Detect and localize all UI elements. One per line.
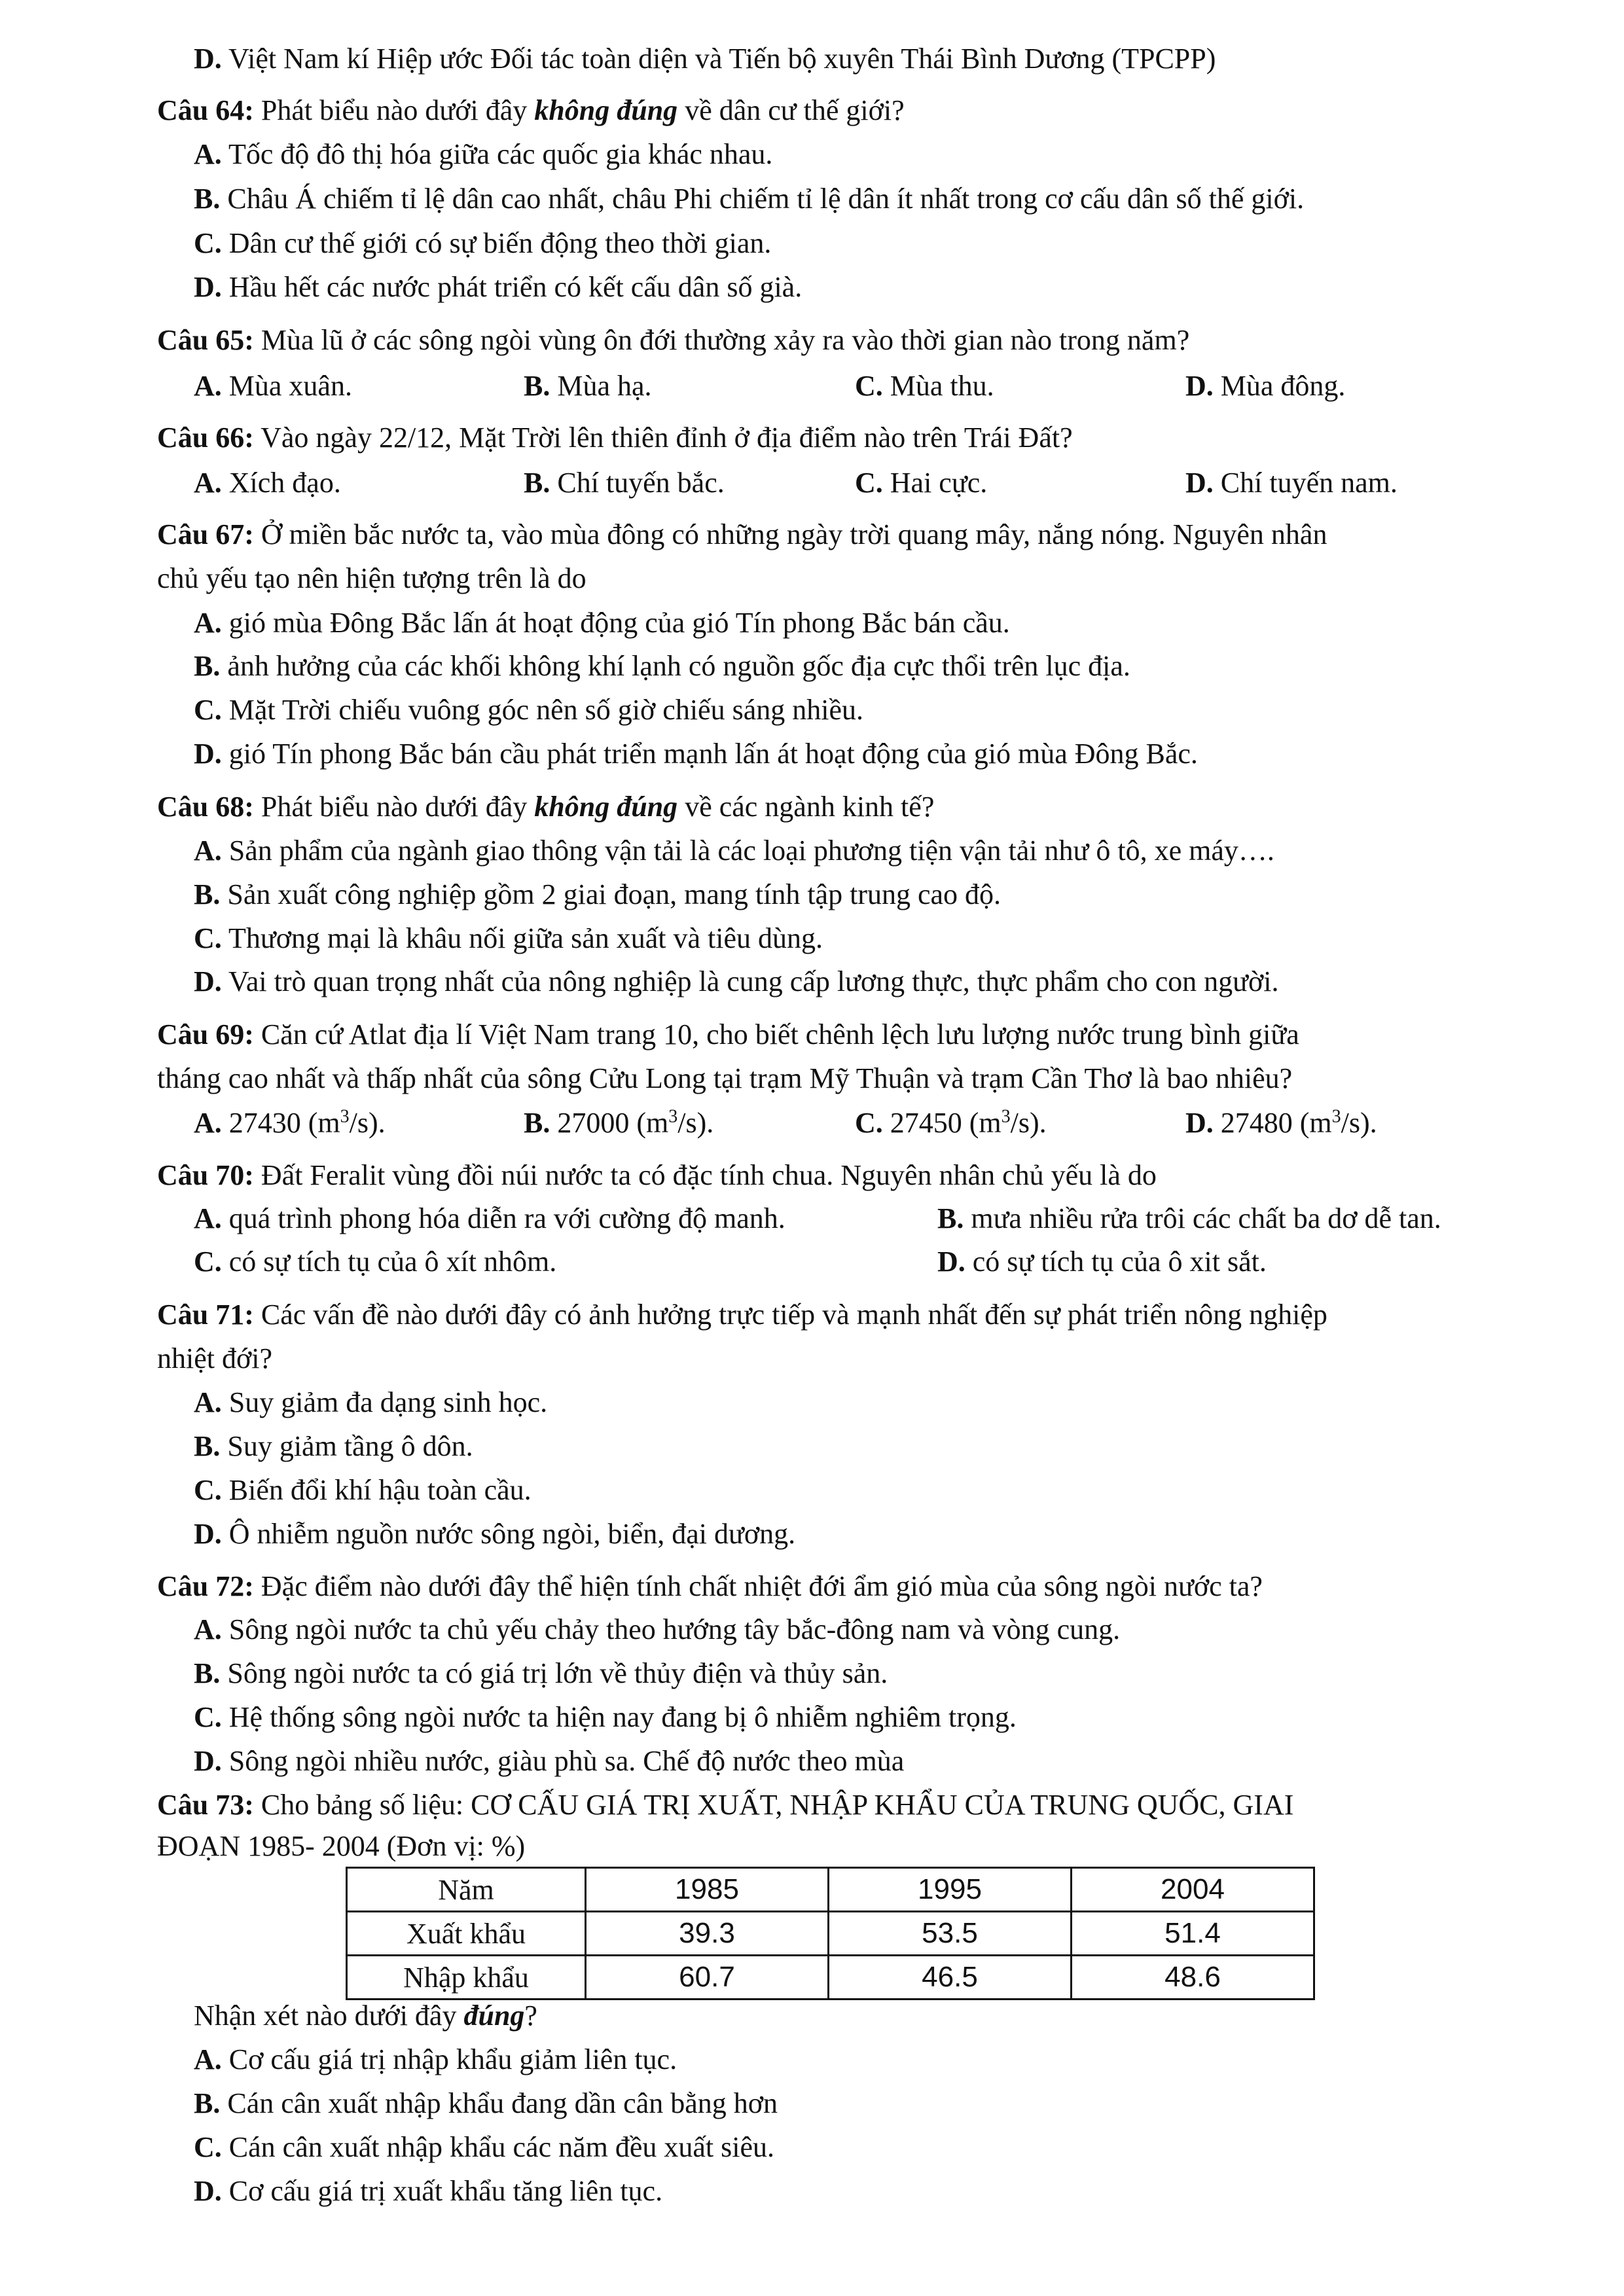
q70-options-row2 (0, 1244, 1624, 1280)
table-header-cell: 1985 (586, 1868, 829, 1912)
q71-option-c: C. Biến đổi khí hậu toàn cầu. (194, 1474, 532, 1506)
q69-stem: Câu 69: Căn cứ Atlat địa lí Việt Nam trang 10, cho biết chênh lệch lưu lượng nước trung bình giữa (157, 1018, 1299, 1050)
q66-option-b: B. Chí tuyến bắc. (524, 467, 725, 499)
table-cell: 51.4 (1072, 1912, 1314, 1956)
q72-stem: Câu 72: Đặc điểm nào dưới đây thể hiện tính chất nhiệt đới ẩm gió mùa của sông ngòi nước ta? (157, 1570, 1263, 1602)
q64-option-b: B. Châu Á chiếm tỉ lệ dân cao nhất, châu Phi chiếm tỉ lệ dân ít nhất trong cơ cấu dân số thế giới. (194, 183, 1305, 215)
q71-option-d: D. Ô nhiễm nguồn nước sông ngòi, biển, đại dương. (194, 1518, 796, 1550)
q70-option-d: D. có sự tích tụ của ô xit sắt. (937, 1246, 1267, 1278)
q71-stem: Câu 71: Các vấn đề nào dưới đây có ảnh hưởng trực tiếp và mạnh nhất đến sự phát triển nông nghiệp (157, 1299, 1327, 1331)
q71-stem-cont: nhiệt đới? (157, 1342, 272, 1374)
table-cell: 53.5 (829, 1912, 1072, 1956)
q67-stem-cont: chủ yếu tạo nên hiện tượng trên là do (157, 562, 586, 594)
table-cell: 48.6 (1072, 1956, 1314, 2000)
q72-option-d: D. Sông ngòi nhiều nước, giàu phù sa. Chế độ nước theo mùa (194, 1745, 905, 1777)
q64-option-a: A. Tốc độ đô thị hóa giữa các quốc gia khác nhau. (194, 138, 773, 170)
q70-option-c: C. có sự tích tụ của ô xít nhôm. (194, 1246, 557, 1278)
q72-option-c: C. Hệ thống sông ngòi nước ta hiện nay đang bị ô nhiễm nghiêm trọng. (194, 1701, 1017, 1733)
q64-option-d: D. Hầu hết các nước phát triển có kết cấu dân số già. (194, 271, 803, 303)
q68-option-c: C. Thương mại là khâu nối giữa sản xuất và tiêu dùng. (194, 922, 823, 954)
table-cell: Nhập khẩu (347, 1956, 586, 2000)
q73-prompt: Nhận xét nào dưới đây đúng? (194, 2000, 537, 2032)
table-header-cell: Năm (347, 1868, 586, 1912)
table-cell: 60.7 (586, 1956, 829, 2000)
q69-option-d: D. 27480 $(m^3/s)$. (1185, 1106, 1377, 1139)
q67-stem: Câu 67: Ở miền bắc nước ta, vào mùa đông có những ngày trời quang mây, nắng nóng. Nguyên nhân (157, 518, 1327, 550)
table-cell: 39.3 (586, 1912, 829, 1956)
q64-stem: Câu 64: Phát biểu nào dưới đây không đúng về dân cư thế giới? (157, 94, 905, 126)
q69-option-a: A. 27430 $(m^3/s)$. (194, 1106, 386, 1139)
q70-option-a: A. quá trình phong hóa diễn ra với cường độ manh. (194, 1202, 785, 1234)
q73-option-d: D. Cơ cấu giá trị xuất khẩu tăng liên tục. (194, 2175, 663, 2207)
q67-option-b: B. ảnh hưởng của các khối không khí lạnh có nguồn gốc địa cực thổi trên lục địa. (194, 650, 1130, 682)
q73-stem: Câu 73: Cho bảng số liệu: CƠ CẤU GIÁ TRỊ XUẤT, NHẬP KHẨU CỦA TRUNG QUỐC, GIAI (157, 1789, 1294, 1821)
q73-option-b: B. Cán cân xuất nhập khẩu đang dần cân bằng hơn (194, 2087, 778, 2119)
q67-option-d: D. gió Tín phong Bắc bán cầu phát triển mạnh lấn át hoạt động của gió mùa Đông Bắc. (194, 738, 1198, 770)
q63-option-d: D. Việt Nam kí Hiệp ước Đối tác toàn diện và Tiến bộ xuyên Thái Bình Dương (TPCPP) (194, 43, 1216, 75)
q64-option-c: C. Dân cư thế giới có sự biến động theo thời gian. (194, 227, 772, 259)
q73-stem-cont: ĐOẠN 1985- 2004 (Đơn vị: %) (157, 1830, 526, 1862)
q65-stem: Câu 65: Mùa lũ ở các sông ngòi vùng ôn đới thường xảy ra vào thời gian nào trong năm? (157, 324, 1190, 356)
q67-option-c: C. Mặt Trời chiếu vuông góc nên số giờ chiếu sáng nhiều. (194, 694, 863, 726)
q69-option-c: C. 27450 $(m^3/s)$. (855, 1106, 1047, 1139)
table-header-cell: 2004 (1072, 1868, 1314, 1912)
q68-stem: Câu 68: Phát biểu nào dưới đây không đúng về các ngành kinh tế? (157, 791, 935, 823)
q68-option-a: A. Sản phẩm của ngành giao thông vận tải là các loại phương tiện vận tải như ô tô, xe máy…. (194, 834, 1274, 867)
q69-option-b: B. 27000 $(m^3/s)$. (524, 1106, 714, 1139)
q65-option-d: D. Mùa đông. (1185, 370, 1346, 402)
table-header-row (347, 1868, 1314, 1912)
table-row (347, 1912, 1314, 1956)
q69-options (0, 1105, 1624, 1141)
trade-structure-table (346, 1867, 1315, 2000)
q70-stem: Câu 70: Đất Feralit vùng đồi núi nước ta có đặc tính chua. Nguyên nhân chủ yếu là do (157, 1159, 1157, 1191)
q71-option-b: B. Suy giảm tầng ô dôn. (194, 1430, 473, 1462)
q73-option-c: C. Cán cân xuất nhập khẩu các năm đều xuất siêu. (194, 2131, 775, 2163)
table-cell: Xuất khẩu (347, 1912, 586, 1956)
q68-option-b: B. Sản xuất công nghiệp gồm 2 giai đoạn, mang tính tập trung cao độ. (194, 878, 1001, 910)
q67-option-a: A. gió mùa Đông Bắc lấn át hoạt động của gió Tín phong Bắc bán cầu. (194, 607, 1010, 639)
q65-option-a: A. Mùa xuân. (194, 370, 352, 402)
q70-option-b: B. mưa nhiều rửa trôi các chất ba dơ dễ tan. (937, 1202, 1441, 1234)
q66-option-d: D. Chí tuyến nam. (1185, 467, 1398, 499)
q66-options (0, 465, 1624, 501)
q66-option-a: A. Xích đạo. (194, 467, 341, 499)
table-header-cell: 1995 (829, 1868, 1072, 1912)
q68-option-d: D. Vai trò quan trọng nhất của nông nghiệp là cung cấp lương thực, thực phẩm cho con người. (194, 965, 1279, 997)
q69-stem-cont: tháng cao nhất và thấp nhất của sông Cửu Long tại trạm Mỹ Thuận và trạm Cần Thơ là bao nhiêu? (157, 1062, 1293, 1094)
q70-options-row1 (0, 1200, 1624, 1237)
q71-option-a: A. Suy giảm đa dạng sinh học. (194, 1386, 548, 1418)
q65-options (0, 368, 1624, 404)
q72-option-a: A. Sông ngòi nước ta chủ yếu chảy theo hướng tây bắc-đông nam và vòng cung. (194, 1613, 1121, 1645)
q72-option-b: B. Sông ngòi nước ta có giá trị lớn về thủy điện và thủy sản. (194, 1657, 888, 1689)
table-row (347, 1956, 1314, 2000)
q65-option-b: B. Mùa hạ. (524, 370, 652, 402)
q73-option-a: A. Cơ cấu giá trị nhập khẩu giảm liên tục. (194, 2043, 677, 2075)
q66-stem: Câu 66: Vào ngày 22/12, Mặt Trời lên thiên đỉnh ở địa điểm nào trên Trái Đất? (157, 422, 1073, 454)
q66-option-c: C. Hai cực. (855, 467, 988, 499)
q65-option-c: C. Mùa thu. (855, 370, 994, 402)
table-cell: 46.5 (829, 1956, 1072, 2000)
